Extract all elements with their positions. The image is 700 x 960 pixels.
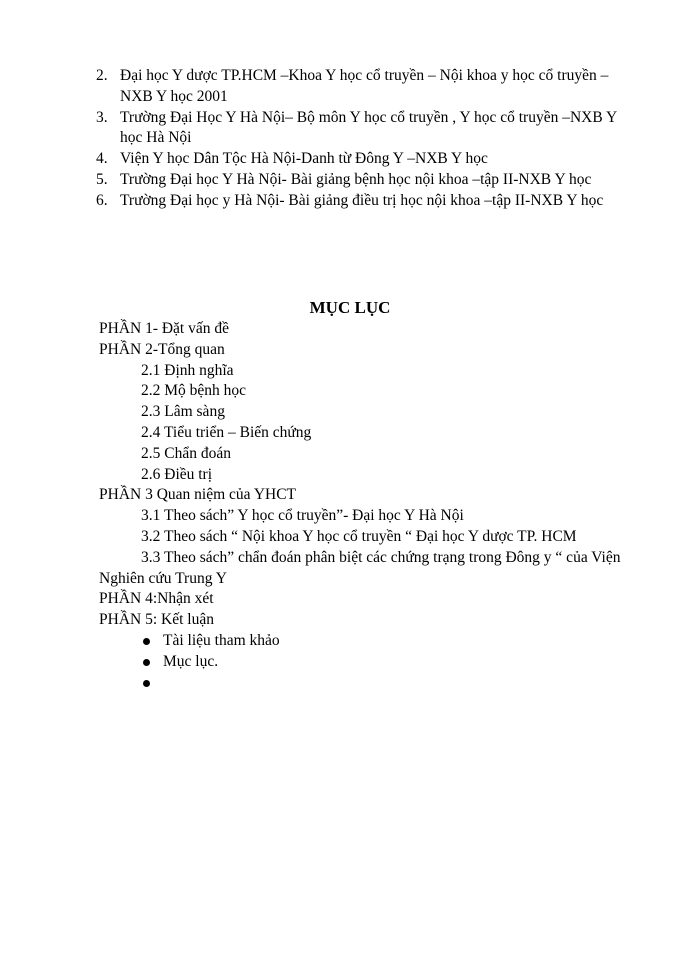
bullet-icon [143,680,150,687]
toc-part-2: PHẦN 2-Tổng quan [99,340,225,358]
reference-item [96,149,636,170]
bullet-text [163,674,167,691]
toc-item-2-5: 2.5 Chẩn đoán [141,444,231,462]
reference-text: Viện Y học Dân Tộc Hà Nội-Danh từ Đông Y –NXB Y học [120,150,488,167]
toc-part-3: PHẦN 3 Quan niệm của YHCT [99,486,297,504]
reference-number: 3. [96,108,108,126]
toc-part-1: PHẦN 1- Đặt vấn đề [99,320,230,337]
toc-item-2-6: 2.6 Điều trị [141,465,213,483]
reference-number: 4. [96,150,108,167]
toc-item-3-3 [99,548,629,590]
table-of-contents [99,319,659,693]
reference-item [96,108,636,149]
reference-number: 5. [96,171,108,188]
bullet-item [99,652,659,673]
bullet-icon [143,638,150,645]
reference-item [96,66,636,107]
toc-item-2-4: 2.4 Tiểu triển – Biến chứng [141,423,312,441]
bullet-icon [143,659,150,666]
reference-text: Đại học Y dược TP.HCM –Khoa Y học cổ truyền – Nội khoa y học cổ truyền –NXB Y học 2001 [120,67,609,105]
toc-item-2-1: 2.1 Định nghĩa [141,361,234,379]
reference-text: Trường Đại Học Y Hà Nội– Bộ môn Y học cổ truyền , Y học cổ truyền –NXB Y học Hà Nội [120,108,617,146]
conclusion-bullet-list [99,631,659,693]
toc-title: MỤC LỤC [309,298,391,317]
reference-number: 6. [96,192,108,209]
toc-item-3-2: 3.2 Theo sách “ Nội khoa Y học cổ truyền “ Đại học Y dược TP. HCM [141,527,577,545]
reference-number: 2. [96,67,108,84]
reference-item [96,170,636,191]
toc-item-2-2: 2.2 Mộ bệnh học [141,382,247,400]
toc-item-2-3: 2.3 Lâm sàng [141,403,225,421]
bullet-item [99,631,659,652]
toc-part-4: PHẦN 4:Nhận xét [99,590,214,608]
bullet-text: Mục lục. [163,652,219,670]
reference-item [96,191,636,212]
bullet-item [99,673,659,694]
reference-text: Trường Đại học y Hà Nội- Bài giảng điều trị học nội khoa –tập II-NXB Y học [120,192,604,209]
reference-text: Trường Đại học Y Hà Nội- Bài giảng bệnh học nội khoa –tập II-NXB Y học [120,171,592,188]
bullet-text: Tài liệu tham khảo [163,631,280,649]
reference-list [96,66,636,212]
toc-item-3-3-text: 3.3 Theo sách” chẩn đoán phân biệt các chứng trạng trong Đông y “ của Viện Nghiên cứu Trung Y [99,548,621,587]
toc-part-5: PHẦN 5: Kết luận [99,611,214,629]
toc-item-3-1: 3.1 Theo sách” Y học cổ truyền”- Đại học Y Hà Nội [141,507,464,525]
